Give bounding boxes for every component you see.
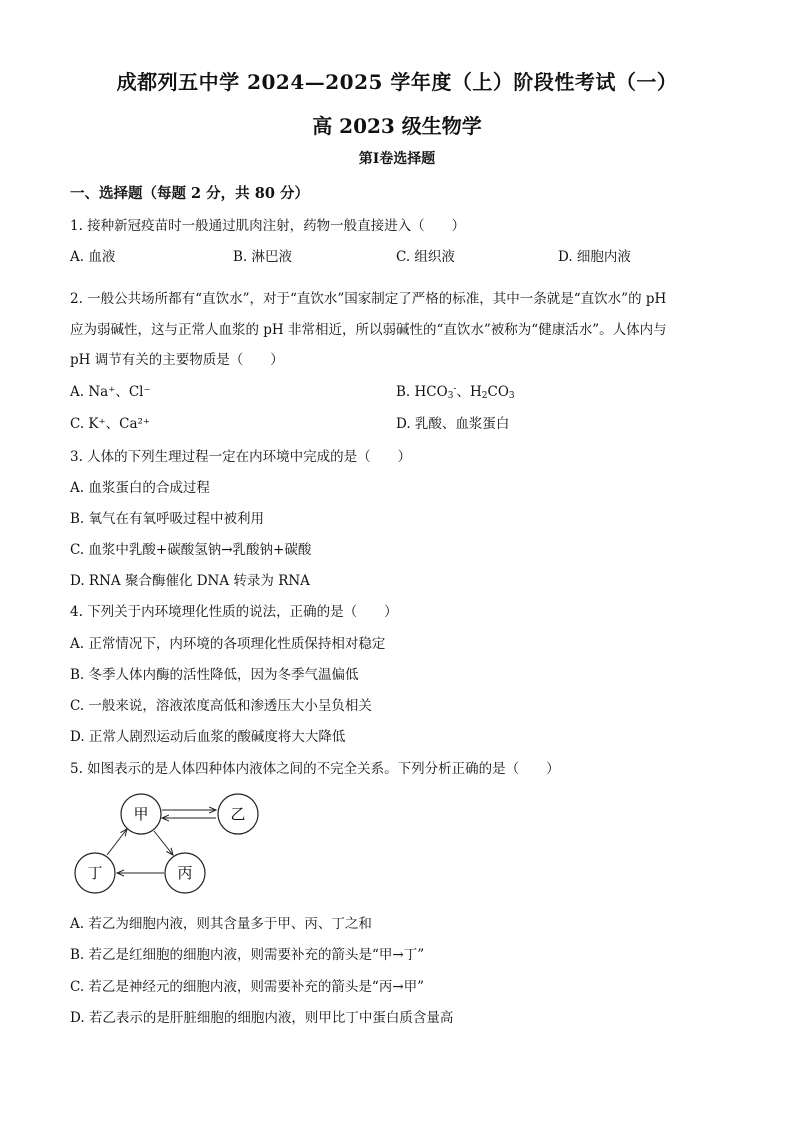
node-yi-label: 乙 (230, 805, 246, 823)
question-1-option-d: D. 细胞内液 (558, 249, 631, 265)
question-3-option-c: C. 血浆中乳酸+碳酸氢钠→乳酸钠+碳酸 (70, 542, 312, 558)
question-4-option-b: B. 冬季人体内酶的活性降低，因为冬季气温偏低 (70, 667, 359, 683)
exam-title: 成都列五中学 2024—2025 学年度（上）阶段性考试（一） (116, 70, 678, 94)
exam-subtitle: 高 2023 级生物学 (312, 114, 482, 138)
question-4-option-d: D. 正常人剧烈运动后血浆的酸碱度将大大降低 (70, 729, 346, 745)
question-2-option-d: D. 乳酸、血浆蛋白 (396, 416, 510, 432)
question-5-stem: 5. 如图表示的是人体四种体内液体之间的不完全关系。下列分析正确的是（ ） (70, 761, 560, 777)
question-1-stem: 1. 接种新冠疫苗时一般通过肌肉注射，药物一般直接进入（ ） (70, 218, 466, 234)
question-5-option-a: A. 若乙为细胞内液，则其含量多于甲、丙、丁之和 (70, 916, 372, 932)
arrow-ding-to-jia (107, 829, 127, 855)
question-4-stem: 4. 下列关于内环境理化性质的说法，正确的是（ ） (70, 604, 398, 620)
section-heading: 一、选择题（每题 2 分，共 80 分） (70, 185, 309, 202)
question-1-option-c: C. 组织液 (396, 249, 455, 265)
node-ding-label: 丁 (87, 864, 103, 882)
question-4-option-a: A. 正常情况下，内环境的各项理化性质保持相对稳定 (70, 636, 386, 652)
question-3-option-a: A. 血浆蛋白的合成过程 (70, 480, 210, 496)
question-1-option-b: B. 淋巴液 (233, 249, 293, 265)
node-bing-label: 丙 (177, 864, 193, 882)
question-5-option-d: D. 若乙表示的是肝脏细胞的细胞内液，则甲比丁中蛋白质含量高 (70, 1010, 454, 1026)
question-2-option-b: B. $HCO_3^-$、$H_2CO_3$ (396, 384, 515, 401)
question-3-stem: 3. 人体的下列生理过程一定在内环境中完成的是（ ） (70, 449, 412, 465)
question-4-option-c: C. 一般来说，溶液浓度高低和渗透压大小呈负相关 (70, 698, 372, 714)
body-fluid-diagram (70, 790, 270, 900)
question-2-option-a: A. Na⁺、Cl⁻ (70, 384, 151, 400)
question-2-option-c: C. K⁺、Ca²⁺ (70, 416, 151, 432)
question-2-stem-line-1: 2. 一般公共场所都有“直饮水”，对于“直饮水”国家制定了严格的标准，其中一条就是“直饮水”的 pH (70, 291, 667, 307)
arrow-jia-to-bing (154, 831, 173, 855)
question-1-option-a: A. 血液 (70, 249, 116, 265)
question-2-stem-line-2: 应为弱碱性，这与正常人血浆的 pH 非常相近，所以弱碱性的“直饮水”被称为“健康活水”。人体内与 (70, 322, 667, 338)
question-5-option-c: C. 若乙是神经元的细胞内液，则需要补充的箭头是“丙→甲” (70, 979, 425, 995)
volume-heading: 第Ⅰ卷选择题 (358, 151, 436, 167)
node-jia-label: 甲 (133, 805, 149, 823)
question-2-stem-line-3: pH 调节有关的主要物质是（ ） (70, 352, 284, 368)
question-3-option-d: D. RNA 聚合酶催化 DNA 转录为 RNA (70, 573, 310, 589)
question-3-option-b: B. 氧气在有氧呼吸过程中被利用 (70, 511, 265, 527)
question-5-option-b: B. 若乙是红细胞的细胞内液，则需要补充的箭头是“甲→丁” (70, 947, 425, 963)
